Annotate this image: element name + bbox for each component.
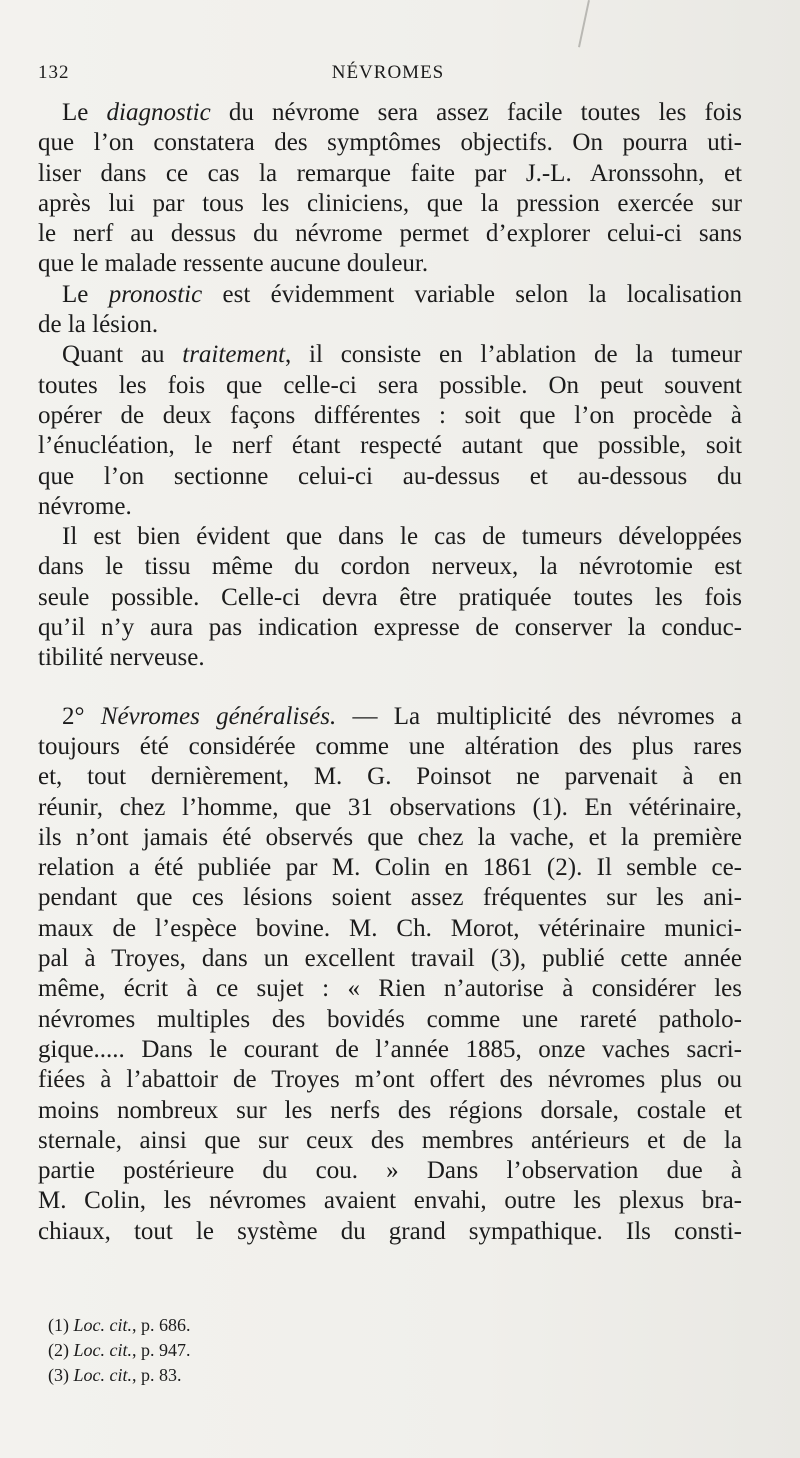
- footnotes: [48, 1313, 448, 1388]
- text-line: névromes multiples des bovidés comme une rareté patholo-: [38, 1005, 742, 1033]
- running-title: NÉVROMES: [331, 62, 445, 83]
- text-line: ils n’ont jamais été observés que chez la vache, et la première: [38, 823, 742, 851]
- text-line: Quant au traitement, il consiste en l’ablation de la tumeur: [62, 341, 742, 369]
- text-line: Le pronostic est évidemment variable selon la localisation: [62, 280, 742, 308]
- text-line: après lui par tous les cliniciens, que la pression exercée sur: [38, 189, 742, 217]
- section-gap: [38, 674, 742, 702]
- text-line: toujours été considérée comme une altération des plus rares: [38, 732, 742, 760]
- text-line: fiées à l’abattoir de Troyes m’ont offert des névromes plus ou: [38, 1066, 742, 1094]
- text-line: que le malade ressente aucune douleur.: [38, 250, 429, 278]
- text-line: gique..... Dans le courant de l’année 1885, onze vaches sacri-: [38, 1035, 742, 1063]
- italic-term: traitement: [182, 341, 286, 369]
- paragraph: [38, 98, 742, 280]
- text-line: que l’on constatera des symptômes objectifs. On pourra uti-: [38, 129, 742, 157]
- footnote: (2) Loc. cit., p. 947.: [48, 1340, 191, 1360]
- footnote-number: (1): [48, 1315, 74, 1335]
- text-line: 2° Névromes généralisés. — La multiplicité des névromes a: [62, 702, 743, 730]
- text-line: liser dans ce cas la remarque faite par J.-L. Aronssohn, et: [38, 159, 742, 187]
- text-line: l’énucléation, le nerf étant respecté autant que possible, soit: [38, 432, 742, 460]
- footnote: (1) Loc. cit., p. 686.: [48, 1315, 191, 1335]
- body-text: [38, 98, 742, 1247]
- text-line: tibilité nerveuse.: [38, 644, 205, 672]
- pencil-mark: [578, 0, 590, 47]
- text-line: même, écrit à ce sujet : « Rien n’autorise à considérer les: [38, 975, 742, 1003]
- text-line: dans le tissu même du cordon nerveux, la névrotomie est: [38, 553, 742, 581]
- paragraph: [38, 522, 742, 673]
- text-line: pal à Troyes, dans un excellent travail (3), publié cette année: [38, 945, 742, 973]
- text-line: toutes les fois que celle-ci sera possible. On peut souvent: [38, 371, 742, 399]
- text-line: M. Colin, les névromes avaient envahi, outre les plexus bra-: [38, 1187, 742, 1215]
- footnote: (3) Loc. cit., p. 83.: [48, 1365, 182, 1385]
- text-line: pendant que ces lésions soient assez fréquentes sur les ani-: [38, 884, 742, 912]
- text-line: que l’on sectionne celui-ci au-dessus et au-dessous du: [38, 462, 742, 490]
- text-line: névrome.: [38, 492, 132, 520]
- paragraph: [38, 340, 742, 522]
- italic-term: pronostic: [108, 280, 203, 308]
- text-line: partie postérieure du cou. » Dans l’observation due à: [38, 1157, 742, 1185]
- italic-term: diagnostic: [106, 99, 211, 126]
- page-header: [38, 62, 738, 90]
- footnote-number: (2): [48, 1340, 74, 1360]
- text-line: sternale, ainsi que sur ceux des membres antérieurs et de la: [38, 1126, 742, 1154]
- text-line: de la lésion.: [38, 311, 159, 339]
- text-line: relation a été publiée par M. Colin en 1861 (2). Il semble ce-: [38, 854, 742, 882]
- page-number: 132: [38, 62, 70, 83]
- text-line: maux de l’espèce bovine. M. Ch. Morot, vétérinaire munici-: [38, 914, 742, 942]
- footnote-number: (3): [48, 1365, 74, 1385]
- text-line: réunir, chez l’homme, que 31 observations (1). En vétérinaire,: [38, 793, 742, 821]
- italic-term: Névromes généralisés.: [100, 702, 337, 730]
- text-line: qu’il n’y aura pas indication expresse de conserver la conduc-: [38, 614, 742, 642]
- text-line: Le diagnostic du névrome sera assez facile toutes les fois: [62, 99, 743, 126]
- text-line: opérer de deux façons différentes : soit que l’on procède à: [38, 401, 742, 429]
- paragraph: [38, 280, 742, 341]
- text-line: chiaux, tout le système du grand sympathique. Ils consti-: [38, 1217, 742, 1245]
- text-line: et, tout dernièrement, M. G. Poinsot ne parvenait à en: [38, 763, 742, 791]
- text-line: Il est bien évident que dans le cas de tumeurs développées: [62, 523, 742, 551]
- paragraph: [38, 702, 742, 1247]
- text-line: le nerf au dessus du névrome permet d’explorer celui-ci sans: [38, 220, 742, 248]
- text-line: moins nombreux sur les nerfs des régions dorsale, costale et: [38, 1096, 742, 1124]
- text-line: seule possible. Celle-ci devra être pratiquée toutes les fois: [38, 583, 742, 611]
